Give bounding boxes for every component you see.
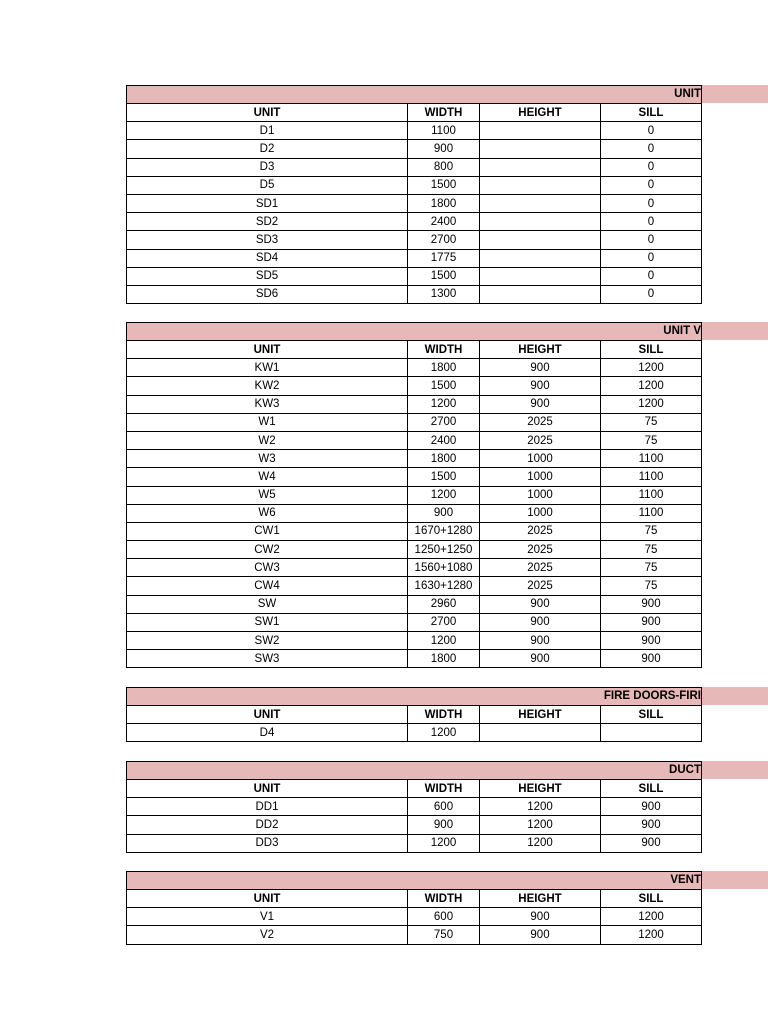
table-row <box>127 413 702 431</box>
header-width: WIDTH <box>408 104 480 122</box>
cell-height <box>480 724 601 742</box>
cell-unit: D5 <box>127 176 408 194</box>
header-row <box>127 104 702 122</box>
cell-width: 1200 <box>408 834 480 852</box>
cell-unit: SD6 <box>127 285 408 303</box>
cell-height: 900 <box>480 377 601 395</box>
cell-sill: 900 <box>601 613 702 631</box>
cell-width: 2700 <box>408 231 480 249</box>
cell-width: 1800 <box>408 450 480 468</box>
cell-height: 2025 <box>480 413 601 431</box>
cell-unit: W4 <box>127 468 408 486</box>
schedule-table <box>126 779 702 853</box>
cell-height <box>480 194 601 212</box>
section-title: UNIT V <box>663 325 701 337</box>
cell-sill: 1200 <box>601 395 702 413</box>
cell-width: 1630+1280 <box>408 577 480 595</box>
section-title: DUCT <box>669 764 701 776</box>
cell-sill: 900 <box>601 650 702 668</box>
cell-width: 600 <box>408 908 480 926</box>
cell-height: 1200 <box>480 816 601 834</box>
cell-height <box>480 122 601 140</box>
header-height: HEIGHT <box>480 780 601 798</box>
table-row <box>127 595 702 613</box>
schedule-table <box>126 103 702 304</box>
cell-height <box>480 231 601 249</box>
cell-height <box>480 176 601 194</box>
cell-sill: 900 <box>601 798 702 816</box>
cell-width: 1300 <box>408 285 480 303</box>
cell-unit: DD1 <box>127 798 408 816</box>
cell-sill: 1200 <box>601 377 702 395</box>
cell-width: 2400 <box>408 431 480 449</box>
schedule-section-doors <box>126 85 768 304</box>
cell-width: 1200 <box>408 632 480 650</box>
header-row <box>127 780 702 798</box>
table-row <box>127 486 702 504</box>
table-row <box>127 541 702 559</box>
schedule-section-windows <box>126 322 768 668</box>
cell-height <box>480 158 601 176</box>
cell-unit: D1 <box>127 122 408 140</box>
cell-width: 800 <box>408 158 480 176</box>
cell-height <box>480 140 601 158</box>
cell-height: 2025 <box>480 522 601 540</box>
cell-height: 1000 <box>480 504 601 522</box>
cell-sill: 75 <box>601 559 702 577</box>
header-unit: UNIT <box>127 780 408 798</box>
cell-unit: W1 <box>127 413 408 431</box>
header-height: HEIGHT <box>480 104 601 122</box>
cell-sill: 0 <box>601 122 702 140</box>
cell-sill: 1100 <box>601 450 702 468</box>
cell-unit: W5 <box>127 486 408 504</box>
section-banner <box>126 871 768 889</box>
section-banner <box>126 687 768 705</box>
cell-unit: V2 <box>127 926 408 944</box>
table-row <box>127 650 702 668</box>
table-row <box>127 926 702 944</box>
table-row <box>127 377 702 395</box>
cell-sill: 900 <box>601 834 702 852</box>
cell-height: 900 <box>480 650 601 668</box>
cell-unit: SD4 <box>127 249 408 267</box>
table-row <box>127 834 702 852</box>
section-banner <box>126 85 768 103</box>
cell-height: 900 <box>480 926 601 944</box>
table-row <box>127 908 702 926</box>
cell-width: 1500 <box>408 377 480 395</box>
cell-width: 1100 <box>408 122 480 140</box>
table-row <box>127 395 702 413</box>
table-row <box>127 632 702 650</box>
schedule-table <box>126 889 702 945</box>
cell-height: 2025 <box>480 541 601 559</box>
table-row <box>127 359 702 377</box>
cell-sill: 1200 <box>601 908 702 926</box>
cell-height <box>480 285 601 303</box>
cell-sill: 0 <box>601 176 702 194</box>
header-row <box>127 706 702 724</box>
header-sill: SILL <box>601 341 702 359</box>
cell-unit: SW2 <box>127 632 408 650</box>
cell-unit: W3 <box>127 450 408 468</box>
header-width: WIDTH <box>408 780 480 798</box>
cell-sill: 900 <box>601 595 702 613</box>
cell-width: 1500 <box>408 176 480 194</box>
schedule-section-vent <box>126 871 768 945</box>
section-title: UNIT <box>674 88 701 100</box>
cell-width: 2700 <box>408 413 480 431</box>
cell-width: 1500 <box>408 468 480 486</box>
table-row <box>127 450 702 468</box>
cell-unit: KW1 <box>127 359 408 377</box>
section-banner <box>126 761 768 779</box>
table-row <box>127 158 702 176</box>
header-height: HEIGHT <box>480 706 601 724</box>
cell-sill: 75 <box>601 413 702 431</box>
header-sill: SILL <box>601 706 702 724</box>
table-row <box>127 176 702 194</box>
cell-height: 900 <box>480 908 601 926</box>
cell-sill: 900 <box>601 632 702 650</box>
header-unit: UNIT <box>127 706 408 724</box>
cell-sill: 0 <box>601 194 702 212</box>
cell-width: 1800 <box>408 650 480 668</box>
header-width: WIDTH <box>408 890 480 908</box>
cell-unit: CW4 <box>127 577 408 595</box>
section-title: FIRE DOORS-FIRI <box>603 690 701 702</box>
cell-height <box>480 213 601 231</box>
header-unit: UNIT <box>127 890 408 908</box>
cell-unit: SW <box>127 595 408 613</box>
cell-sill: 0 <box>601 231 702 249</box>
table-row <box>127 267 702 285</box>
cell-sill: 75 <box>601 577 702 595</box>
table-row <box>127 798 702 816</box>
section-banner <box>126 322 768 340</box>
cell-width: 1800 <box>408 359 480 377</box>
schedule-section-fire-doors <box>126 687 768 742</box>
cell-unit: W6 <box>127 504 408 522</box>
table-row <box>127 522 702 540</box>
cell-height: 2025 <box>480 431 601 449</box>
cell-height: 900 <box>480 613 601 631</box>
cell-unit: SW3 <box>127 650 408 668</box>
header-row <box>127 341 702 359</box>
cell-width: 1500 <box>408 267 480 285</box>
cell-unit: D2 <box>127 140 408 158</box>
table-row <box>127 249 702 267</box>
cell-height: 2025 <box>480 559 601 577</box>
cell-sill: 1100 <box>601 504 702 522</box>
cell-sill: 0 <box>601 267 702 285</box>
cell-sill: 0 <box>601 140 702 158</box>
header-height: HEIGHT <box>480 890 601 908</box>
header-sill: SILL <box>601 890 702 908</box>
cell-unit: KW3 <box>127 395 408 413</box>
cell-sill: 1200 <box>601 359 702 377</box>
table-row <box>127 504 702 522</box>
table-row <box>127 122 702 140</box>
cell-unit: SD2 <box>127 213 408 231</box>
cell-width: 1200 <box>408 395 480 413</box>
cell-sill <box>601 724 702 742</box>
table-row <box>127 724 702 742</box>
cell-sill: 75 <box>601 522 702 540</box>
table-row <box>127 140 702 158</box>
header-width: WIDTH <box>408 341 480 359</box>
table-row <box>127 559 702 577</box>
cell-width: 600 <box>408 798 480 816</box>
cell-sill: 900 <box>601 816 702 834</box>
cell-width: 900 <box>408 816 480 834</box>
schedule-table <box>126 340 702 668</box>
cell-height: 900 <box>480 595 601 613</box>
cell-height: 1000 <box>480 468 601 486</box>
cell-sill: 0 <box>601 285 702 303</box>
cell-unit: SD1 <box>127 194 408 212</box>
cell-unit: KW2 <box>127 377 408 395</box>
table-row <box>127 231 702 249</box>
header-row <box>127 890 702 908</box>
table-row <box>127 285 702 303</box>
schedule-table <box>126 705 702 742</box>
cell-unit: SW1 <box>127 613 408 631</box>
cell-unit: SD3 <box>127 231 408 249</box>
cell-unit: D3 <box>127 158 408 176</box>
header-height: HEIGHT <box>480 341 601 359</box>
cell-width: 750 <box>408 926 480 944</box>
cell-width: 1200 <box>408 486 480 504</box>
section-title: VENT <box>670 874 701 886</box>
cell-width: 2700 <box>408 613 480 631</box>
cell-height: 1200 <box>480 798 601 816</box>
cell-height <box>480 249 601 267</box>
cell-sill: 1200 <box>601 926 702 944</box>
header-unit: UNIT <box>127 104 408 122</box>
cell-height <box>480 267 601 285</box>
cell-height: 900 <box>480 395 601 413</box>
header-unit: UNIT <box>127 341 408 359</box>
cell-width: 900 <box>408 504 480 522</box>
cell-sill: 0 <box>601 249 702 267</box>
schedule-section-duct <box>126 761 768 853</box>
cell-sill: 75 <box>601 431 702 449</box>
cell-unit: DD2 <box>127 816 408 834</box>
cell-unit: V1 <box>127 908 408 926</box>
cell-height: 1000 <box>480 486 601 504</box>
cell-unit: DD3 <box>127 834 408 852</box>
cell-unit: SD5 <box>127 267 408 285</box>
cell-unit: CW3 <box>127 559 408 577</box>
cell-sill: 1100 <box>601 486 702 504</box>
cell-height: 900 <box>480 359 601 377</box>
cell-unit: W2 <box>127 431 408 449</box>
cell-width: 1250+1250 <box>408 541 480 559</box>
cell-unit: D4 <box>127 724 408 742</box>
table-row <box>127 613 702 631</box>
cell-height: 900 <box>480 632 601 650</box>
table-row <box>127 468 702 486</box>
cell-sill: 1100 <box>601 468 702 486</box>
cell-height: 2025 <box>480 577 601 595</box>
table-row <box>127 213 702 231</box>
header-sill: SILL <box>601 104 702 122</box>
cell-width: 1670+1280 <box>408 522 480 540</box>
cell-width: 1800 <box>408 194 480 212</box>
cell-unit: CW1 <box>127 522 408 540</box>
table-row <box>127 431 702 449</box>
cell-width: 1200 <box>408 724 480 742</box>
cell-width: 2400 <box>408 213 480 231</box>
table-row <box>127 194 702 212</box>
cell-width: 900 <box>408 140 480 158</box>
header-sill: SILL <box>601 780 702 798</box>
cell-unit: CW2 <box>127 541 408 559</box>
cell-sill: 75 <box>601 541 702 559</box>
header-width: WIDTH <box>408 706 480 724</box>
cell-height: 1000 <box>480 450 601 468</box>
cell-sill: 0 <box>601 158 702 176</box>
cell-width: 1560+1080 <box>408 559 480 577</box>
cell-width: 2960 <box>408 595 480 613</box>
cell-sill: 0 <box>601 213 702 231</box>
cell-height: 1200 <box>480 834 601 852</box>
table-row <box>127 577 702 595</box>
cell-width: 1775 <box>408 249 480 267</box>
table-row <box>127 816 702 834</box>
